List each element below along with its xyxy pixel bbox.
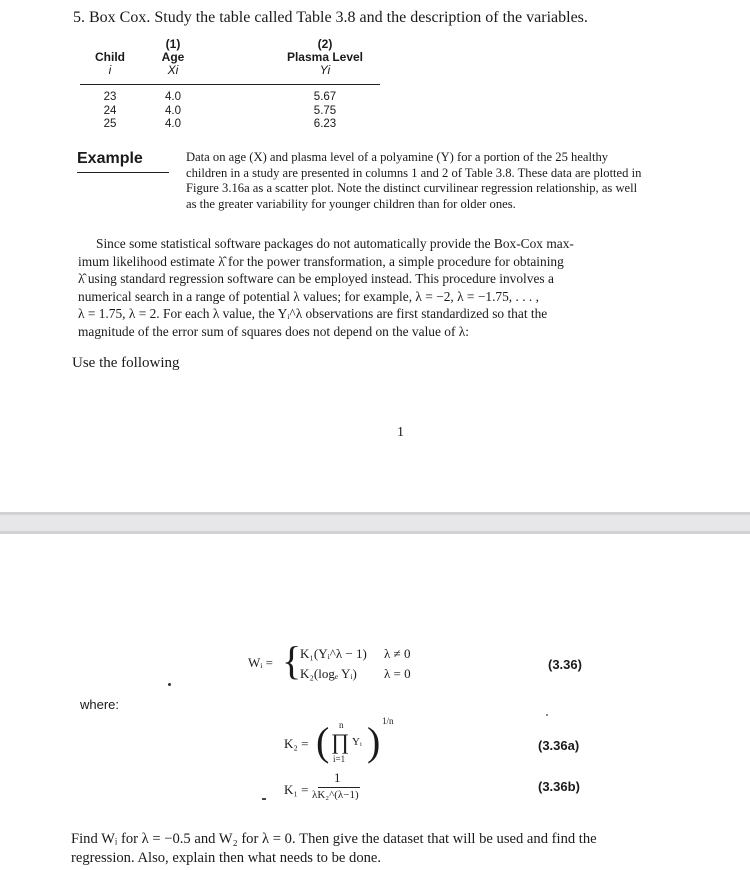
cell-plasma: 6.23 — [313, 118, 337, 130]
header-age-num: (1) — [165, 37, 181, 51]
header-plasma-sym: Yi — [319, 63, 331, 77]
stray-dot — [168, 683, 171, 686]
equation-k2 — [284, 716, 414, 770]
header-child-name: Child — [95, 50, 125, 64]
cell-age: 4.0 — [165, 104, 181, 117]
wi-case2-expr: K₂(logₑ Yᵢ) — [300, 666, 357, 681]
cell-age: 4.0 — [165, 118, 181, 130]
stray-mark — [546, 714, 548, 716]
find-prompt — [71, 830, 681, 868]
data-table — [80, 38, 380, 143]
example-line: Figure 3.16a as a scatter plot. Note the distinct curvilinear regression relationship, as well — [186, 181, 638, 195]
k2-upper: n — [339, 720, 344, 730]
example-label: Example — [77, 150, 143, 167]
header-age-sym: Xi — [167, 63, 179, 77]
paragraph-line: imum likelihood estimate λ̂ for the power transformation, a simple procedure for obtaining — [78, 253, 564, 269]
example-line: as the greater variability for younger children than for older ones. — [186, 196, 516, 211]
eq-number-3-36b: (3.36b) — [538, 779, 580, 794]
cell-child: 25 — [103, 118, 117, 130]
eq-number-3-36a: (3.36a) — [538, 738, 580, 753]
k2-power: 1/n — [382, 716, 394, 726]
left-paren-icon: ( — [316, 719, 330, 764]
example-line: children in a study are presented in columns 1 and 2 of Table 3.8. These data are plotted in — [186, 165, 642, 180]
cell-child: 24 — [103, 104, 117, 117]
equation-wi — [248, 638, 448, 684]
cell-child: 23 — [103, 91, 117, 103]
boxcox-paragraph — [78, 235, 662, 340]
k1-fraction-bar — [318, 787, 360, 788]
table-rule-top — [80, 84, 380, 85]
k2-lower: i=1 — [333, 754, 346, 764]
wi-case2-cond: λ = 0 — [384, 666, 411, 681]
header-plasma-num: (2) — [317, 37, 333, 51]
page-gap — [0, 512, 750, 534]
table-body — [80, 91, 380, 132]
eq-number-3-36: (3.36) — [548, 657, 582, 672]
page-number: 1 — [397, 425, 404, 440]
k1-numerator: 1 — [334, 770, 341, 785]
stray-mark — [262, 798, 266, 800]
paragraph-line: magnitude of the error sum of squares does not depend on the value of λ: — [78, 323, 469, 339]
header-child-sym: i — [108, 63, 112, 77]
example-label-rule — [77, 172, 169, 173]
wi-lhs: Wᵢ = — [248, 655, 273, 670]
paragraph-line: numerical search in a range of potential λ values; for example, λ = −2, λ = −1.75, . . . , — [78, 288, 539, 304]
k2-term: Yᵢ — [352, 736, 362, 748]
wi-case1-expr: K₁(Yᵢ^λ − 1) — [300, 646, 367, 661]
find-line: Find Wᵢ for λ = −0.5 and W₂ for λ = 0. Then give the dataset that will be used and find the — [71, 831, 597, 847]
header-plasma-name: Plasma Level — [286, 50, 364, 64]
paragraph-line: λ̂ using standard regression software can be employed instead. This procedure involves a — [78, 271, 554, 286]
find-line: regression. Also, explain then what needs to be done. — [71, 850, 382, 866]
col-header-child — [80, 38, 140, 77]
col-header-plasma — [270, 38, 380, 77]
paragraph-line: Since some statistical software packages do not automatically provide the Box-Cox max- — [96, 236, 574, 251]
k1-lhs: K₁ = — [284, 782, 309, 797]
table-row — [80, 105, 380, 119]
left-brace-icon: { — [282, 638, 302, 683]
cell-plasma: 5.67 — [313, 91, 337, 103]
k1-denominator: λK₂^(λ−1) — [312, 789, 359, 801]
wi-case1-cond: λ ≠ 0 — [384, 646, 411, 661]
paragraph-line: λ = 1.75, λ = 2. For each λ value, the Yᵢ^λ observations are first standardized so that the — [78, 306, 548, 321]
cell-plasma: 5.75 — [313, 104, 337, 117]
question-title: 5. Box Cox. Study the table called Table 3.8 and the description of the variables. — [73, 9, 588, 26]
col-header-age — [143, 38, 203, 77]
bottom-page — [0, 534, 750, 870]
k2-lhs: K₂ = — [284, 736, 309, 751]
where-label: where: — [80, 697, 120, 712]
use-following-text: Use the following — [72, 355, 180, 371]
k2-product: ∏ — [331, 729, 350, 754]
table-row — [80, 91, 380, 105]
example-line: Data on age (X) and plasma level of a polyamine (Y) for a portion of the 25 healthy — [186, 150, 609, 164]
equation-k1 — [284, 770, 384, 808]
example-text — [186, 150, 721, 212]
header-age-name: Age — [161, 50, 185, 64]
cell-age: 4.0 — [165, 91, 181, 103]
table-row — [80, 118, 380, 132]
right-paren-icon: ) — [367, 719, 381, 764]
